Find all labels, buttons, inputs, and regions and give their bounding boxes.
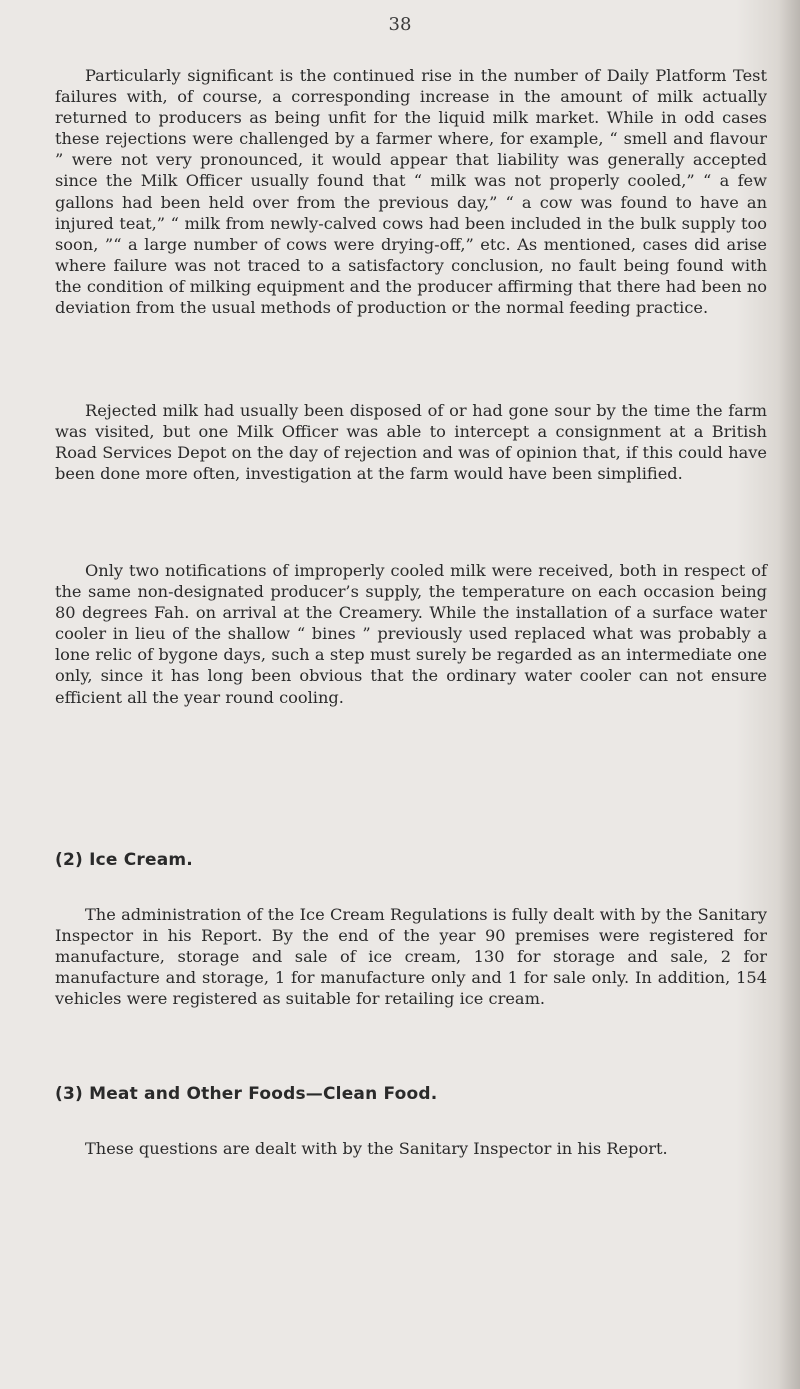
paragraph-rejected-milk: Rejected milk had usually been disposed of or had gone sour by the time the farm was visited, but one Milk Officer was able to intercept a consignment at a British Road Services Depot on the day of rejection and was of opinion that, if this could have been done more often, investigation at the farm would have been simplified. [55,401,767,484]
paragraph-platform-test-failures: Particularly significant is the continued rise in the number of Daily Platform Test failures with, of course, a corresponding increase in the amount of milk actually returned to producers as being unfit for the liquid milk market. While in odd cases these rejections were challenged by a farmer where, for example, “ smell and flavour ” were not very pronounced, it would appear that liability was generally accepted since the Milk Officer usually found that “ milk was not properly cooled,” “ a few gallons had been held over from the previous day,” “ a cow was found to have an injured teat,” “ milk from newly-calved cows had been included in the bulk supply too soon, ”“ a large number of cows were drying-off,” etc. As mentioned, cases did arise where failure was not traced to a satisfactory conclusion, no fault being found with the condition of milking equipment and the producer affirming that there had been no deviation from the usual methods of production or the normal feeding practice. [55,66,767,318]
page-number: 38 [388,14,412,35]
heading-ice-cream: (2) Ice Cream. [55,850,193,870]
heading-meat-other-foods: (3) Meat and Other Foods—Clean Food. [55,1084,438,1104]
paragraph-sanitary-inspector-report: These questions are dealt with by the Sanitary Inspector in his Report. [85,1139,668,1158]
paragraph-ice-cream-regulations: The administration of the Ice Cream Regulations is fully dealt with by the Sanitary Inspector in his Report. By the end of the year 90 premises were registered for manufacture, storage and sale of ice cream, 130 for storage and sale, 2 for manufacture and storage, 1 for manufacture only and 1 for sale only. In addition, 154 vehicles were registered as suitable for retailing ice cream. [55,905,767,1009]
paragraph-improperly-cooled-milk: Only two notifications of improperly cooled milk were received, both in respect of the same non-designated producer’s supply, the temperature on each occasion being 80 degrees Fah. on arrival at the Creamery. While the installation of a surface water cooler in lieu of the shallow “ bines ” previously used replaced what was probably a lone relic of bygone days, such a step must surely be regarded as an intermediate one only, since it has long been obvious that the ordinary water cooler can not ensure efficient all the year round cooling. [55,561,767,707]
page-edge-shadow [778,0,800,1389]
